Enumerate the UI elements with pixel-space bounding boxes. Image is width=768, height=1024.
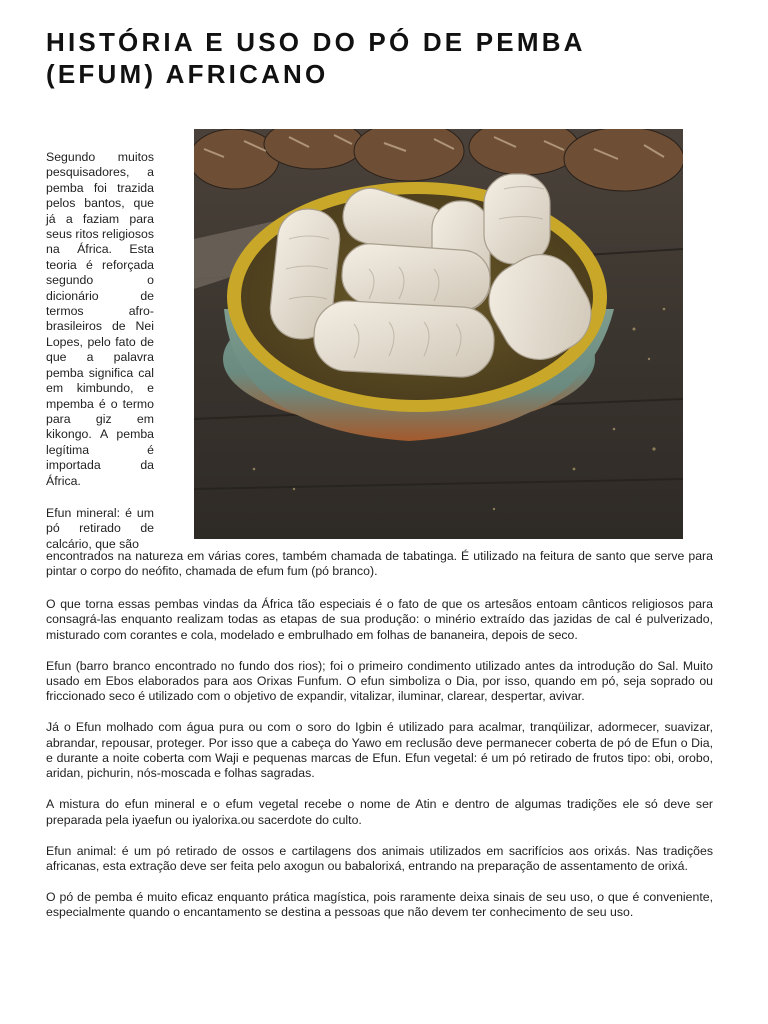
pemba-bowl-photo xyxy=(194,129,683,539)
paragraph-po-de-pemba: O pó de pemba é muito eficaz enquanto prática magística, pois raramente deixa sinais de seu uso, o que é conveniente, especialmente quando o encantamento se destina a pessoas que não devem ter conhecimento de seu uso. xyxy=(46,890,713,920)
main-body xyxy=(46,549,713,936)
paragraph-efun-barro: Efun (barro branco encontrado no fundo dos rios); foi o primeiro condimento utilizado antes da introdução do Sal. Muito usado em Ebos elaborados para aos Orixas Funfum. O efun simboliza o Dia, por isso, quando em pó, seja soprado ou friccionado seco é utilizado com o objetivo de expandir, vitalizar, iluminar, clarear, despertar, avivar. xyxy=(46,658,713,704)
paragraph-intro: Segundo muitos pesquisadores, a pemba foi trazida pelos bantos, que já a faziam para seus ritos religiosos na África. Esta teoria é reforçada segundo o dicionário de termos afro-brasileiros de Nei Lopes, pelo fato de que a palavra pemba significa cal em kimbundo, e mpemba é o termo para giz em kikongo. A pemba legítima é importada da África. xyxy=(46,150,154,488)
paragraph-atin: A mistura do efun mineral e o efum vegetal recebe o nome de Atin e dentro de algumas tradições ele só deve ser preparada pela iyaefun ou iyalorixa.ou sacerdote do culto. xyxy=(46,797,713,827)
title-line-1: HISTÓRIA E USO DO PÓ DE PEMBA xyxy=(46,27,586,57)
paragraph-efun-animal: Efun animal: é um pó retirado de ossos e cartilagens dos animais utilizados em sacrifícios aos orixás. Nas tradições africanas, esta extração deve ser feita pelo axogun ou babalorixá, entrando na preparação de assentamento de orixá. xyxy=(46,843,713,874)
page-title xyxy=(46,26,726,90)
paragraph-efun-mineral-start: Efun mineral: é um pó retirado de calcário, que são xyxy=(46,505,154,551)
left-column xyxy=(46,150,154,552)
paragraph-efun-molhado: Já o Efun molhado com água pura ou com o soro do Igbin é utilizado para acalmar, tranqüilizar, adormecer, suavizar, abrandar, repousar, proteger. Por isso que a cabeça do Yawo em reclusão deve permanecer coberta de pó de Efun o Dia, e durante a noite coberta com Waji e pequenas marcas de Efun. Efun vegetal: é um pó retirado de frutos tipo: obi, orobo, aridan, pichurin, nós-moscada e folhas sagradas. xyxy=(46,720,713,781)
title-line-2: (EFUM) AFRICANO xyxy=(46,59,329,89)
paragraph-efun-mineral-end: encontrados na natureza em várias cores, também chamada de tabatinga. É utilizado na feitura de santo que serve para pintar o corpo do neófito, chamada de efum fum (pó branco). xyxy=(46,549,713,579)
paragraph-artesaos: O que torna essas pembas vindas da África tão especiais é o fato de que os artesãos entoam cânticos religiosos para consagrá-las enquanto realizam todas as etapas de sua produção: o minério extraído das jazidas de cal é pulverizado, misturado com corantes e cola, modelado e embrulhado em folhas de bananeira, depois de seco. xyxy=(46,596,713,642)
